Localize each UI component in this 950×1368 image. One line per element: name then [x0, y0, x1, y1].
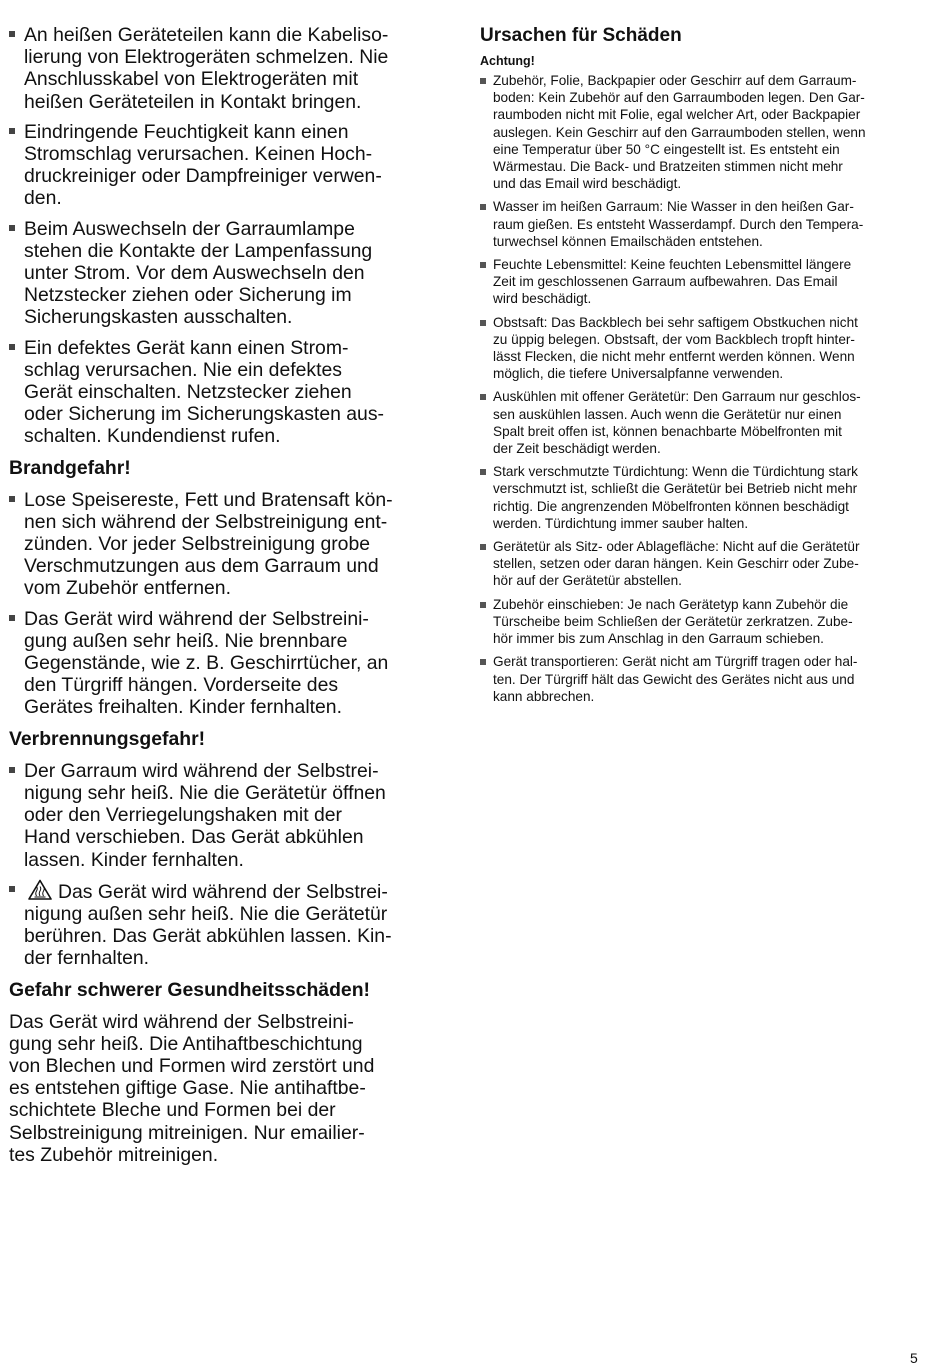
- list-item: [480, 72, 920, 192]
- hot-surface-warning-icon: [28, 879, 52, 900]
- text-line: den Türgriff hängen. Vorderseite des: [24, 674, 339, 697]
- text-line: Gerätetür als Sitz- oder Ablagefläche: Nicht auf die Gerätetür: [493, 539, 860, 555]
- square-bullet-icon: [480, 204, 486, 210]
- text-line: Das Gerät wird während der Selbstrei-: [58, 880, 388, 903]
- left-column: [9, 24, 454, 1166]
- text-line: Anschlusskabel von Elektrogeräten mit: [24, 68, 359, 91]
- text-line: stehen die Kontakte der Lampenfassung: [24, 239, 373, 262]
- health-hazard-heading: Gefahr schwerer Gesundheitsschäden!: [9, 978, 370, 1001]
- page-number: 5: [910, 1350, 918, 1366]
- text-line: Zeit im geschlossenen Garraum aufbewahren. Das Email: [493, 274, 838, 290]
- text-line: Eindringende Feuchtigkeit kann einen: [24, 120, 349, 143]
- item-text: [493, 597, 853, 646]
- text-line: zu üppig belegen. Obstsaft, der vom Backblech tropft hinter-: [493, 331, 855, 347]
- text-line: hör immer bis zum Anschlag in den Garraum schieben.: [493, 631, 824, 647]
- item-text: [24, 881, 392, 970]
- list-item: [480, 653, 920, 705]
- text-line: Lose Speisereste, Fett und Bratensaft kön-: [24, 488, 393, 511]
- text-line: es entstehen giftige Gase. Nie antihaftbe-: [9, 1077, 366, 1100]
- text-line: boden: Kein Zubehör auf den Garraumboden legen. Den Gar-: [493, 90, 865, 106]
- square-bullet-icon: [480, 78, 486, 84]
- burn-hazard-heading: Verbrennungsgefahr!: [9, 727, 206, 750]
- text-line: turwechsel können Emailschäden entstehen.: [493, 233, 763, 249]
- text-line: Feuchte Lebensmittel: Keine feuchten Lebensmittel längere: [493, 257, 852, 273]
- text-line: Türscheibe beim Schließen der Gerätetür zerkratzen. Zube-: [493, 613, 853, 629]
- damage-causes-list: [480, 72, 920, 705]
- text-line: Gerät transportieren: Gerät nicht am Türgriff tragen oder hal-: [493, 654, 858, 670]
- item-text: [493, 199, 863, 248]
- item-text: [493, 464, 858, 531]
- list-item: [480, 198, 920, 250]
- electric-hazard-list: [9, 24, 454, 448]
- list-item: [480, 596, 920, 648]
- caution-label: Achtung!: [480, 54, 535, 68]
- square-bullet-icon: [9, 31, 15, 37]
- item-text: [24, 489, 393, 600]
- text-line: Das Gerät wird während der Selbstreini-: [9, 1010, 354, 1033]
- list-item: [480, 256, 920, 308]
- text-line: Gegenstände, wie z. B. Geschirrtücher, an: [24, 652, 389, 675]
- item-text: [24, 760, 386, 871]
- text-line: Netzstecker ziehen oder Sicherung im: [24, 284, 352, 307]
- square-bullet-icon: [480, 394, 486, 400]
- text-line: lässt Flecken, die nicht mehr entfernt werden können. Wenn: [493, 349, 855, 365]
- list-item: [9, 24, 454, 113]
- text-line: hör auf der Gerätetür abstellen.: [493, 573, 682, 589]
- text-line: Gerätes freihalten. Kinder fernhalten.: [24, 696, 342, 719]
- fire-hazard-heading: Brandgefahr!: [9, 456, 131, 479]
- square-bullet-icon: [480, 602, 486, 608]
- list-item: [9, 489, 454, 600]
- square-bullet-icon: [480, 469, 486, 475]
- text-line: schalten. Kundendienst rufen.: [24, 425, 281, 448]
- text-line: kann abbrechen.: [493, 688, 595, 704]
- text-line: Hand verschieben. Das Gerät abkühlen: [24, 826, 364, 849]
- item-text: [493, 73, 866, 191]
- burn-hazard-list: [9, 760, 454, 970]
- text-line: Stark verschmutzte Türdichtung: Wenn die Türdichtung stark: [493, 464, 858, 480]
- item-text: [24, 218, 372, 329]
- text-line: Selbstreinigung mitreinigen. Nur emailier-: [9, 1121, 365, 1144]
- text-line: An heißen Geräteteilen kann die Kabeliso-: [24, 24, 389, 46]
- square-bullet-icon: [480, 659, 486, 665]
- list-item: [480, 538, 920, 590]
- list-item: [9, 218, 454, 329]
- text-line: und das Email wird beschädigt.: [493, 176, 682, 192]
- square-bullet-icon: [9, 496, 15, 502]
- text-line: von Blechen und Formen wird zerstört und: [9, 1054, 375, 1077]
- list-item: [480, 314, 920, 383]
- text-line: lierung von Elektrogeräten schmelzen. Nie: [24, 46, 389, 69]
- text-line: oder den Verriegelungshaken mit der: [24, 804, 342, 827]
- text-line: auslegen. Kein Geschirr auf den Garraumboden stellen, wenn: [493, 124, 866, 140]
- text-line: gung außen sehr heiß. Nie brennbare: [24, 629, 348, 652]
- text-line: richtig. Die angrenzenden Möbelfronten können beschädigt: [493, 498, 849, 514]
- item-text: [24, 121, 382, 210]
- square-bullet-icon: [480, 262, 486, 268]
- text-line: Zubehör, Folie, Backpapier oder Geschirr auf dem Garraum-: [493, 73, 857, 88]
- text-line: stellen, setzen oder daran hängen. Kein Geschirr oder Zube-: [493, 556, 859, 572]
- text-line: unter Strom. Vor dem Auswechseln den: [24, 262, 365, 285]
- text-line: raumboden nicht mit Folie, egal welcher Art, oder Backpapier: [493, 107, 861, 123]
- text-line: zünden. Vor jeder Selbstreinigung grobe: [24, 533, 371, 556]
- item-text: [493, 315, 858, 382]
- list-item: [480, 388, 920, 457]
- text-line: raum gießen. Es entsteht Wasserdampf. Durch den Tempera-: [493, 216, 864, 232]
- text-line: Stromschlag verursachen. Keinen Hoch-: [24, 143, 373, 166]
- text-line: nigung außen sehr heiß. Nie die Gerätetür: [24, 902, 388, 925]
- text-line: der fernhalten.: [24, 947, 150, 970]
- text-line: oder Sicherung im Sicherungskasten aus-: [24, 403, 384, 426]
- square-bullet-icon: [9, 615, 15, 621]
- fire-hazard-list: [9, 489, 454, 719]
- text-line: sen auskühlen lassen. Auch wenn die Gerätetür nur einen: [493, 406, 842, 422]
- item-text: [493, 654, 857, 703]
- text-line: druckreiniger oder Dampfreiniger verwen-: [24, 165, 382, 188]
- text-line: Beim Auswechseln der Garraumlampe: [24, 217, 355, 240]
- text-line: der Zeit beschädigt werden.: [493, 441, 661, 457]
- text-line: wird beschädigt.: [493, 291, 592, 307]
- text-line: Der Garraum wird während der Selbstrei-: [24, 759, 379, 782]
- damage-causes-heading: Ursachen für Schäden: [480, 25, 682, 46]
- item-text: [24, 608, 388, 719]
- list-item: [480, 463, 920, 532]
- item-text: [493, 257, 851, 306]
- text-line: Wärmestau. Die Back- und Bratzeiten stimmen nicht mehr: [493, 159, 843, 175]
- text-line: schichtete Bleche und Formen bei der: [9, 1099, 336, 1122]
- text-line: nigung sehr heiß. Nie die Gerätetür öffnen: [24, 781, 386, 804]
- text-line: nen sich während der Selbstreinigung ent-: [24, 510, 388, 533]
- text-line: den.: [24, 187, 62, 210]
- text-line: vom Zubehör entfernen.: [24, 577, 231, 600]
- text-line: Zubehör einschieben: Je nach Gerätetyp kann Zubehör die: [493, 596, 849, 612]
- text-line: lassen. Kinder fernhalten.: [24, 848, 244, 871]
- item-text: [24, 24, 388, 113]
- list-item: [9, 121, 454, 210]
- text-line: Obstsaft: Das Backblech bei sehr saftigem Obstkuchen nicht: [493, 314, 858, 330]
- text-line: werden. Türdichtung immer sauber halten.: [493, 515, 749, 531]
- text-line: Das Gerät wird während der Selbstreini-: [24, 607, 369, 630]
- text-line: Gerät einschalten. Netzstecker ziehen: [24, 381, 352, 404]
- square-bullet-icon: [9, 225, 15, 231]
- text-line: Wasser im heißen Garraum: Nie Wasser in den heißen Gar-: [493, 199, 854, 215]
- list-item: [9, 760, 454, 871]
- text-line: berühren. Das Gerät abkühlen lassen. Kin-: [24, 925, 392, 948]
- text-line: möglich, die tiefere Universalpfanne verwenden.: [493, 366, 784, 382]
- square-bullet-icon: [480, 544, 486, 550]
- text-line: eine Temperatur über 50 °C eingestellt ist. Es entsteht ein: [493, 141, 840, 157]
- item-text: [493, 389, 861, 456]
- text-line: ten. Der Türgriff hält das Gewicht des Gerätes nicht aus und: [493, 671, 855, 687]
- text-line: Spalt breit offen ist, können benachbarte Möbelfronten mit: [493, 423, 842, 439]
- list-item: [9, 608, 454, 719]
- text-line: verschmutzt ist, schließt die Gerätetür bei Betrieb nicht mehr: [493, 481, 858, 497]
- health-hazard-paragraph: [9, 1011, 454, 1166]
- square-bullet-icon: [9, 886, 15, 892]
- square-bullet-icon: [480, 320, 486, 326]
- square-bullet-icon: [9, 128, 15, 134]
- text-line: gung sehr heiß. Die Antihaftbeschichtung: [9, 1032, 363, 1055]
- square-bullet-icon: [9, 767, 15, 773]
- text-line: Ein defektes Gerät kann einen Strom-: [24, 336, 349, 359]
- item-text: [24, 337, 384, 448]
- text-line: Auskühlen mit offener Gerätetür: Den Garraum nur geschlos-: [493, 389, 861, 405]
- text-line: Sicherungskasten ausschalten.: [24, 306, 293, 329]
- list-item: [9, 879, 454, 970]
- text-line: Verschmutzungen aus dem Garraum und: [24, 555, 379, 578]
- text-line: schlag verursachen. Nie ein defektes: [24, 358, 342, 381]
- text-line: tes Zubehör mitreinigen.: [9, 1143, 219, 1166]
- text-line: heißen Geräteteilen in Kontakt bringen.: [24, 90, 362, 113]
- right-column: [480, 25, 920, 711]
- square-bullet-icon: [9, 344, 15, 350]
- item-text: [493, 539, 859, 588]
- list-item: [9, 337, 454, 448]
